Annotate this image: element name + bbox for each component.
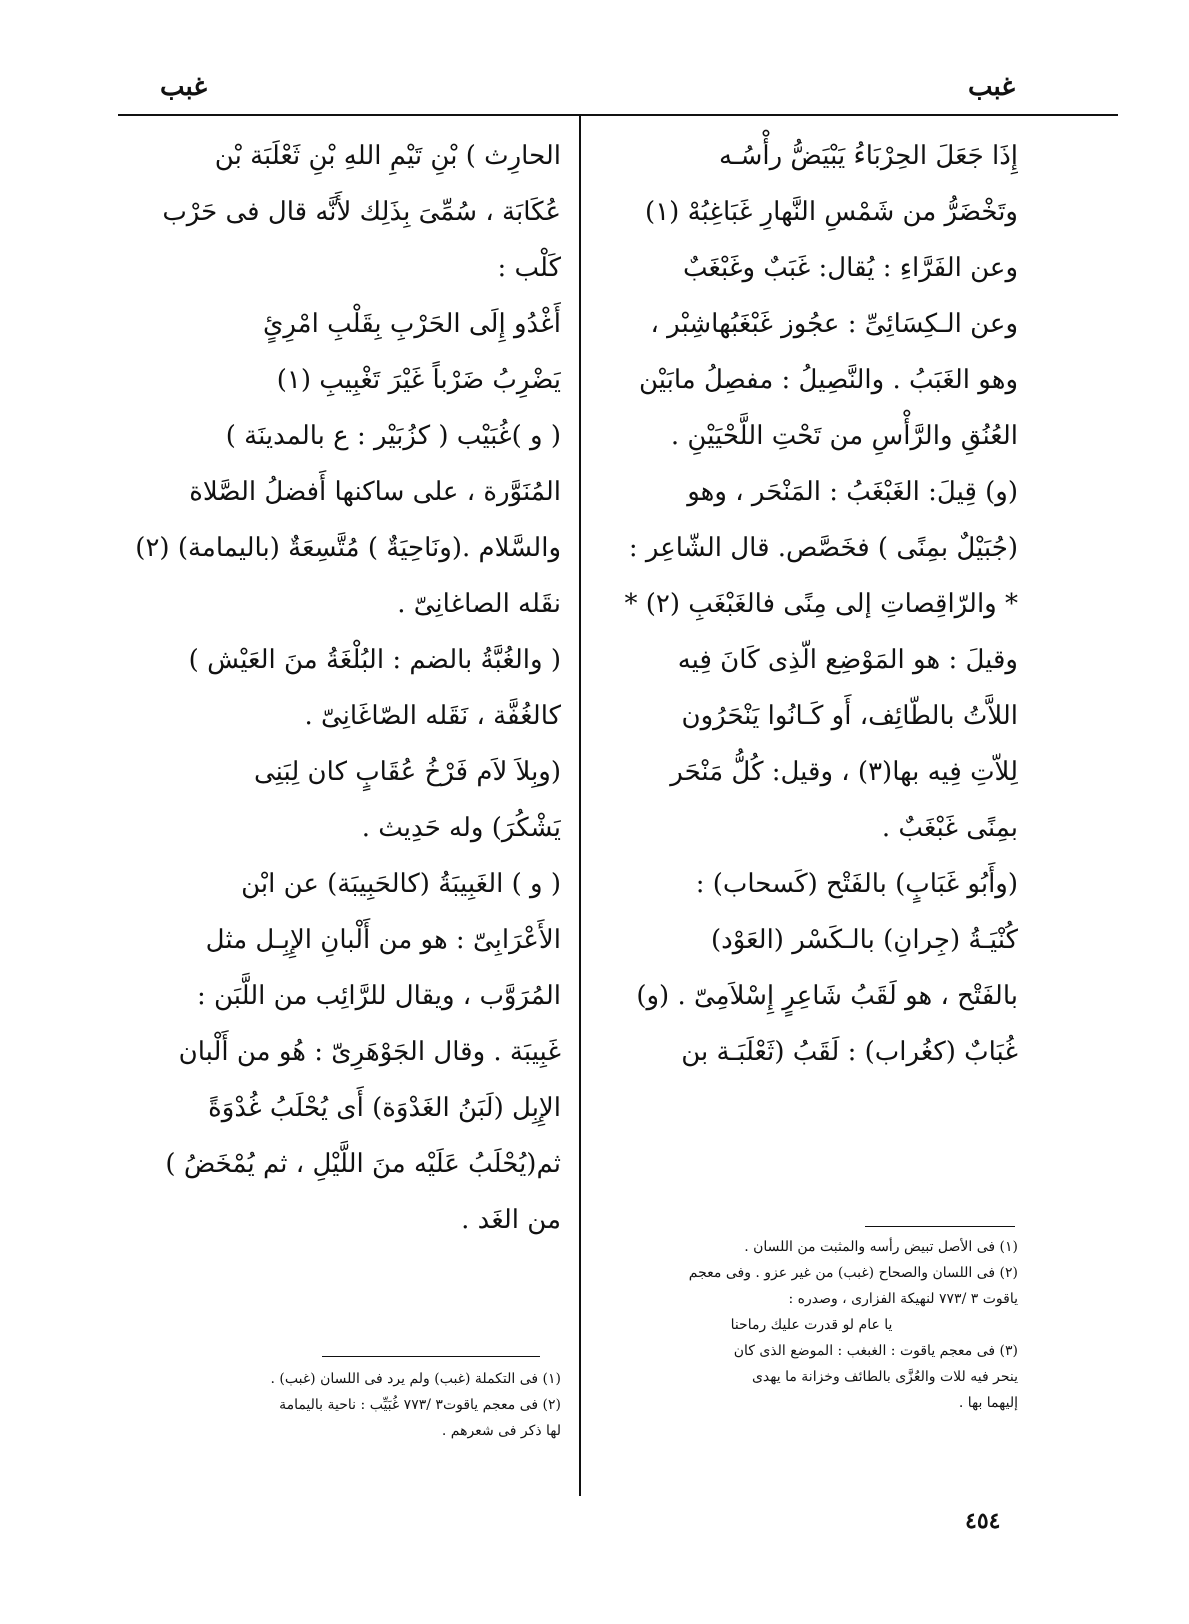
text-line: الإِبِل (لَبَنُ الغَدْوَة) أَى يُحْلَبُ غُدْوَةً xyxy=(208,1093,561,1123)
footnote-line: (٢) فى معجم ياقوت٣ /٧٧٣ غُبَيِّب : ناحية باليمامة xyxy=(279,1397,561,1413)
text-line: العُنُقِ والرَّأْسِ من تَحْتِ اللَّحْيَيْنِ . xyxy=(670,421,1018,451)
text-line: المُنَوَّرة ، على ساكنها أَفضلُ الصَّلاة xyxy=(189,477,561,507)
text-line: ( و ) الغَبِيبَةُ (كالحَبِيبَة) عن ابْن xyxy=(241,869,561,899)
page-number: ٤٥٤ xyxy=(965,1508,1001,1534)
header-rule xyxy=(118,114,1118,116)
text-line: بمِنًى غَبْغَبٌ . xyxy=(881,813,1018,843)
text-line: ( و )غُبَيْب ( كزُبَيْر : ع بالمدينَة ) xyxy=(225,421,561,451)
text-line: من الغَد . xyxy=(461,1205,561,1235)
text-line: نقَله الصاغانِىّ . xyxy=(397,589,561,619)
footnote-line: ينحر فيه للات والعُزَّى بالطائف وخزانة ما يهدى xyxy=(751,1369,1018,1385)
text-line: (جُبَيْلٌ بمِنًى ) فخَصَّص. قال الشّاعِر : xyxy=(628,533,1018,563)
text-line: وتَخْضَرُّ من شَمْسِ النَّهارِ غَبَاغِبُهْ (١) xyxy=(645,197,1018,227)
column-divider xyxy=(579,116,581,1496)
footnote-line: إليهما بها . xyxy=(958,1395,1018,1411)
running-header-left: غبب xyxy=(160,72,207,102)
text-line: غَبِيبَة . وقال الجَوْهَرِىّ : هُو من أَلْبان xyxy=(178,1037,561,1067)
text-line: أَغْدُو إِلَى الحَرْبِ بِقَلْبِ امْرِئٍ xyxy=(262,309,561,339)
footnote-line: (١) فى التكملة (غبب) ولم يرد فى اللسان (غبب) . xyxy=(270,1371,561,1387)
right-column xyxy=(605,128,1018,1080)
text-line: وهو الغَبَبُ . والنَّصِيلُ : مفصِلُ مابَيْن xyxy=(638,365,1018,395)
text-line: لِلاّتِ فِيه بها(٣) ، وقيل: كُلُّ مَنْحَر xyxy=(670,757,1018,787)
footnote-rule-right xyxy=(865,1226,1015,1227)
footnotes-right xyxy=(605,1234,1018,1416)
text-line: ثم(يُحْلَبُ عَلَيْه منَ اللَّيْلِ ، ثم يُمْخَضُ ) xyxy=(165,1149,561,1179)
footnote-line: (٢) فى اللسان والصحاح (غبب) من غير عزو . وفى معجم xyxy=(688,1265,1018,1281)
left-column xyxy=(118,128,561,1248)
footnote-line: (٣) فى معجم ياقوت : الغبغب : الموضع الذى كان xyxy=(733,1343,1018,1359)
text-line: الحارِث ) بْنِ تَيْمِ اللهِ بْنِ ثَعْلَبَة بْن xyxy=(214,141,561,171)
text-line: المُرَوَّب ، ويقال للرَّائِب من اللَّبَن : xyxy=(196,981,561,1011)
text-line: * والرّاقِصاتِ إلى مِنًى فالغَبْغَبِ (٢) * xyxy=(624,589,1018,619)
text-line: (و) قِيلَ: الغَبْغَبُ : المَنْحَر ، وهو xyxy=(687,477,1018,507)
text-line: كُنْيَـةُ (جِرانِ) بالـكَسْر (العَوْد) xyxy=(710,925,1018,955)
text-line: وعن الفَرَّاءِ : يُقال: غَبَبٌ وغَبْغَبٌ xyxy=(682,253,1018,283)
text-line: غُبَابٌ (كغُراب) : لَقَبُ (ثَعْلَبَـة بن xyxy=(681,1037,1018,1067)
footnotes-left xyxy=(118,1366,561,1444)
text-line: والسَّلام .(ونَاحِيَةٌ ) مُتَّسِعَةٌ (باليمامة) (٢) xyxy=(135,533,561,563)
text-line: بالفَتْح ، هو لَقَبُ شَاعِرٍ إِسْلاَمِىّ . (و) xyxy=(636,981,1018,1011)
footnote-line: ياقوت ٣ /٧٧٣ لنهيكة الفزارى ، وصدره : xyxy=(788,1291,1018,1307)
footnote-line: (١) فى الأصل تبيض رأسه والمثبت من اللسان . xyxy=(744,1239,1018,1255)
text-line: وقيلَ : هو المَوْضِع الّذِى كَانَ فِيه xyxy=(677,645,1018,675)
text-line: (وبِلاَ لاَم فَرْخُ عُقَابٍ كان لِبَنِى xyxy=(254,757,561,787)
text-line: ( والغُبَّةُ بالضم : البُلْغَةُ منَ العَيْش ) xyxy=(188,645,561,675)
text-line: اللاَّتُ بالطّائِف، أَو كَـانُوا يَنْحَرُون xyxy=(681,701,1018,731)
text-line: (وأَبُو غَبَابٍ) بالفَتْح (كَسحاب) : xyxy=(695,869,1018,899)
text-line: يَضْرِبُ ضَرْباً غَيْرَ تَغْبِيبِ (١) xyxy=(276,365,561,395)
text-line: كَلْب : xyxy=(497,253,561,283)
text-line: عُكَابَة ، سُمِّىَ بِذَلِك لأَنَّه قال فى حَرْب xyxy=(162,197,561,227)
text-line: الأَعْرَابِىّ : هو من أَلْبانِ الإِبِـل مثل xyxy=(205,925,561,955)
text-line: يَشْكُرَ) وله حَدِيث . xyxy=(361,813,561,843)
text-line: كالغُفَّة ، نَقَله الصّاغَانِىّ . xyxy=(304,701,561,731)
footnote-line: لها ذكر فى شعرهم . xyxy=(441,1423,561,1439)
footnote-rule-left xyxy=(322,1356,540,1357)
text-line: إِذَا جَعَلَ الحِرْبَاءُ يَبْيَضُّ رأْسُـه xyxy=(719,141,1018,171)
running-header-right: غبب xyxy=(968,72,1015,102)
text-line: وعن الـكِسَائِىِّ : عجُوز غَبْغَبُهاشِبْر ، xyxy=(650,309,1018,339)
footnote-line: يا عام لو قدرت عليك رماحنا xyxy=(730,1317,893,1333)
